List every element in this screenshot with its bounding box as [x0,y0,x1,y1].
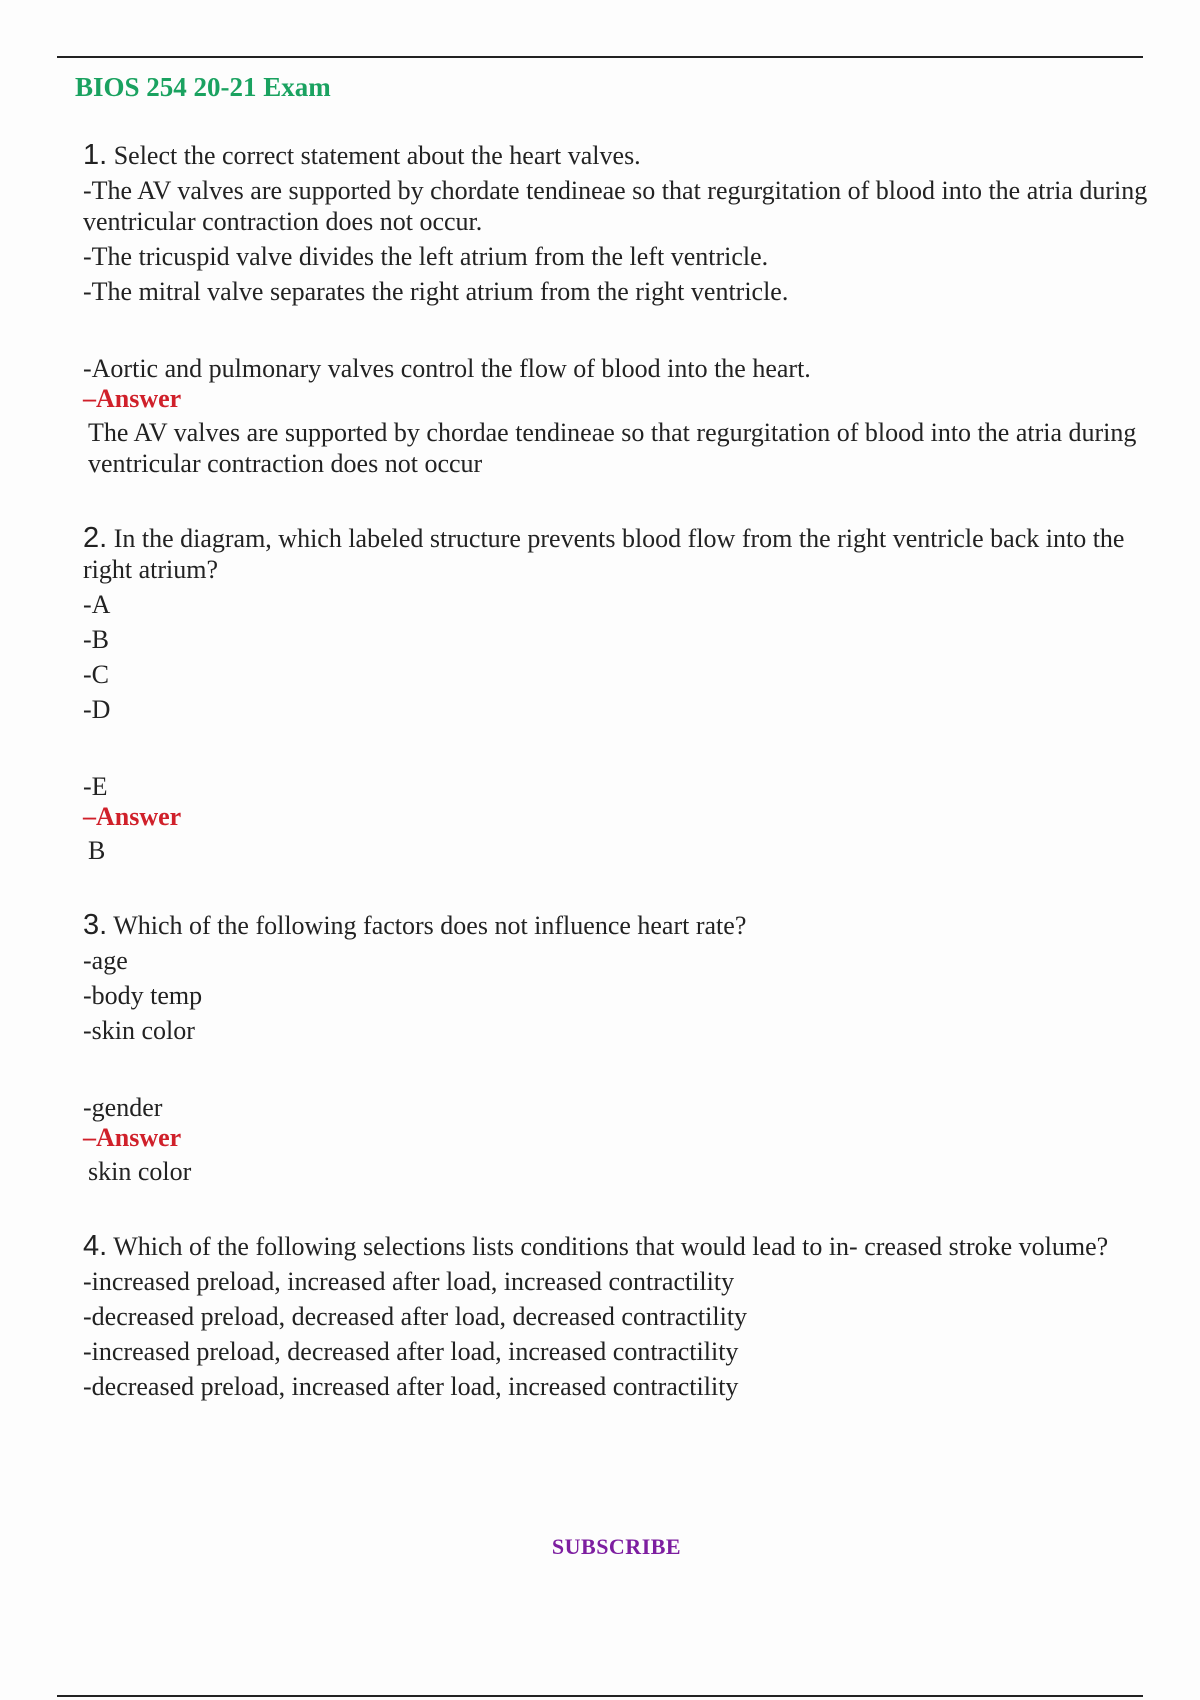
option: -A [83,590,111,619]
question-2 [83,523,1158,866]
option: -body temp [83,981,203,1010]
question-number: 4. [83,1230,108,1262]
option-list [83,175,1158,384]
question-text: 3. Which of the following factors does not influence heart rate? [83,909,747,941]
page-title: BIOS 254 20-21 Exam [75,72,331,102]
question-3 [83,910,1158,1187]
question-number: 1. [83,139,108,171]
exam-content [83,140,1158,1446]
option: -C [83,660,109,689]
question-text: 4. Which of the following selections lists conditions that would lead to in- creased stroke volume? [83,1230,1109,1262]
option: -decreased preload, increased after load, increased contractility [83,1372,739,1401]
option: -E [83,772,108,801]
answer-text: B [88,836,106,865]
question-text: 2. In the diagram, which labeled structure prevents blood flow from the right ventricle back into the right atrium? [83,522,1125,584]
option-list [83,1266,1158,1402]
option: -increased preload, increased after load, increased contractility [83,1267,735,1296]
option: -age [83,946,128,975]
option-list [83,945,1158,1123]
answer-label: –Answer [83,802,182,831]
question-4 [83,1231,1158,1402]
bottom-rule [57,1695,1143,1697]
top-rule [57,56,1143,58]
question-number: 3. [83,909,108,941]
option: -B [83,625,109,654]
option: -The tricuspid valve divides the left atrium from the left ventricle. [83,242,769,271]
question-1 [83,140,1158,479]
question-text: 1. Select the correct statement about the heart valves. [83,139,641,171]
answer-text: The AV valves are supported by chordae tendineae so that regurgitation of blood into the atria during ventricular contraction does not occur [88,418,1137,478]
subscribe-link[interactable]: SUBSCRIBE [551,1534,682,1559]
option: -gender [83,1093,163,1122]
option: -skin color [83,1016,195,1045]
option: -increased preload, decreased after load, increased contractility [83,1337,739,1366]
answer-label: –Answer [83,384,182,413]
option: -The mitral valve separates the right atrium from the right ventricle. [83,277,789,306]
option-list [83,589,1158,802]
option: -Aortic and pulmonary valves control the flow of blood into the heart. [83,354,811,383]
answer-label: –Answer [83,1123,182,1152]
question-number: 2. [83,522,108,554]
option: -decreased preload, decreased after load, decreased contractility [83,1302,748,1331]
option: -The AV valves are supported by chordate tendineae so that regurgitation of blood into the atria during ventricular contraction does not occur. [83,176,1148,236]
option: -D [83,695,111,724]
answer-text: skin color [88,1157,192,1186]
